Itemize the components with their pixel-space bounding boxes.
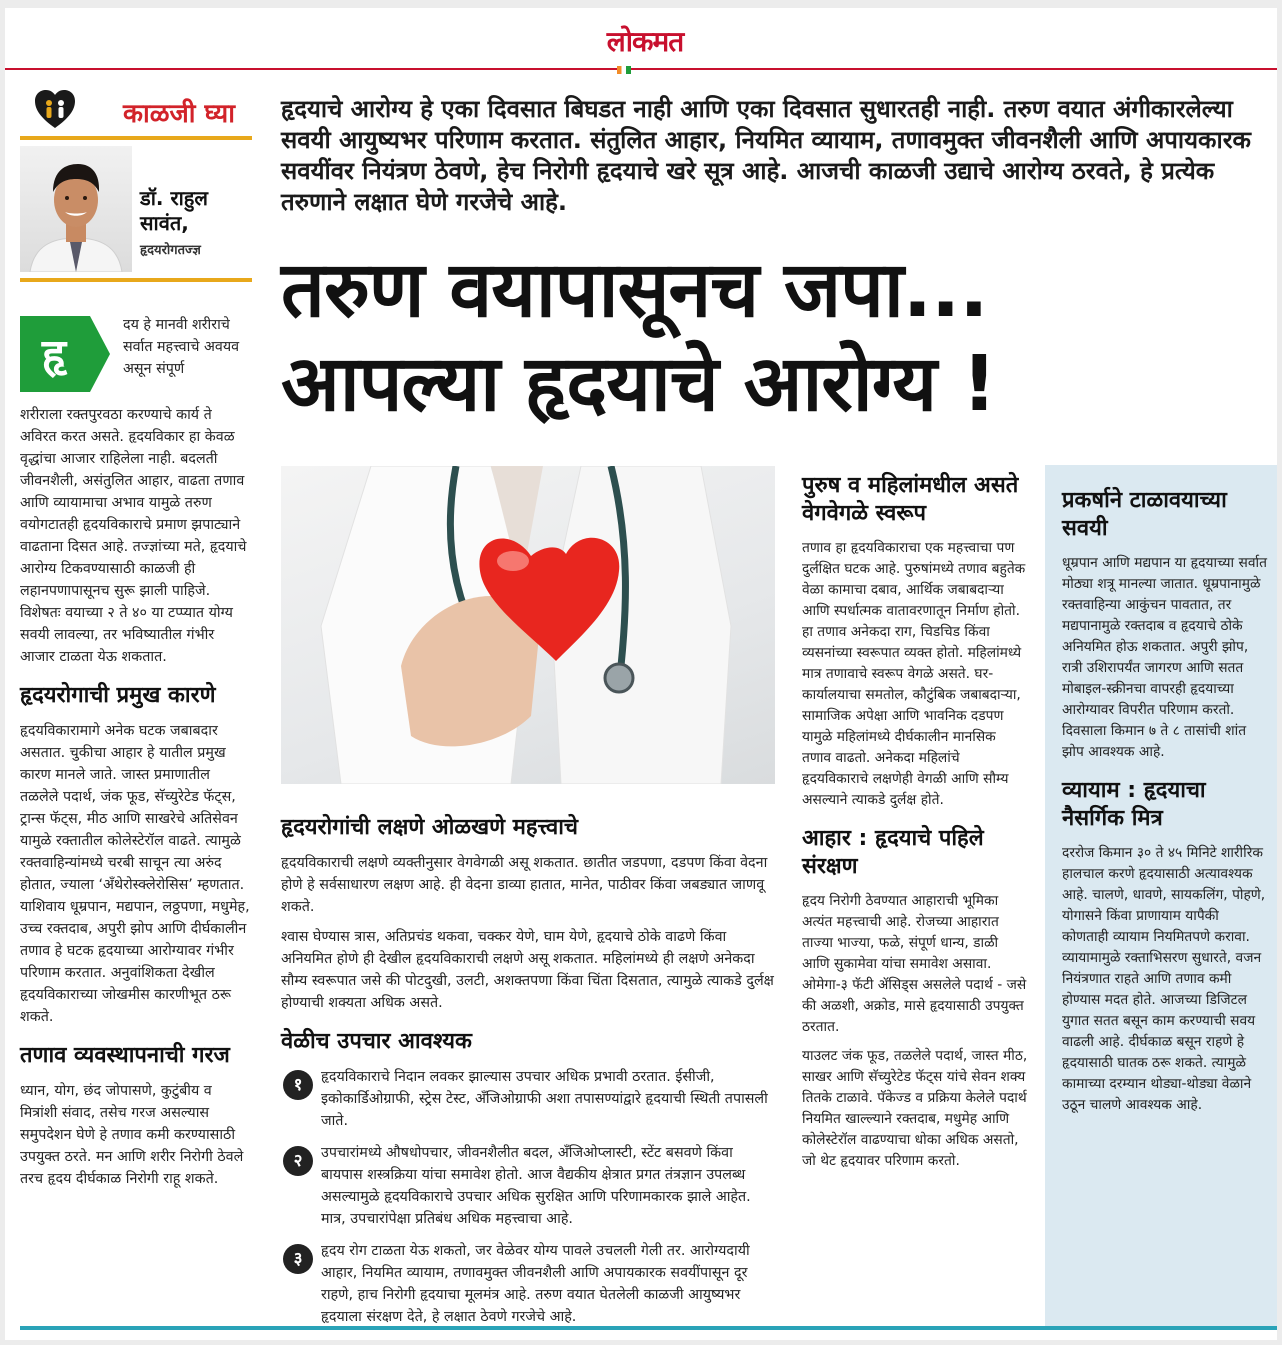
gender-diet-column [802,472,1028,1180]
step-number-2: २ [283,1146,313,1176]
step-number-3: ३ [283,1244,313,1274]
column-tag: काळजी घ्या [123,99,235,129]
stress-mgmt-paragraph: ध्यान, योग, छंद जोपासणे, कुटुंबीय व मित्रांशी संवाद, तसेच गरज असल्यास समुपदेशन घेणे हे तणाव कमी करण्यासाठी उपयुक्त ठरते. मन आणि शरीर निरोगी ठेवले तरच हृदय दीर्घकाळ निरोगी राहू शकते. [20,1083,244,1187]
doctor-heart-photo [281,466,775,784]
intro-top-text: दय हे मानवी शरीराचे सर्वात महत्त्वाचे अवयव असून संपूर्ण [123,317,240,377]
step-text-3: हृदय रोग टाळता येऊ शकतो, जर वेळेवर योग्य पावले उचलली गेली तर. आरोग्यदायी आहार, नियमित व्यायाम, तणावमुक्त जीवनशैली आणि अपायकारक सवयींपासून दूर राहणे, हाच निरोगी हृदयाचा मूलमंत्र आहे. तरुण वयात घेतलेली काळजी आयुष्यभर हृदयाला संरक्षण देते, हे लक्षात ठेवणे गरजेचे आहे. [321,1243,750,1325]
heart-care-icon [33,88,77,132]
headline [281,244,1271,432]
treatment-step-1 [281,1066,775,1132]
author-name-line2: सावंत, [140,211,189,235]
step-number-1: १ [283,1070,313,1100]
intro-paragraph: शरीराला रक्तपुरवठा करण्याचे कार्य ते अविरत करत असते. हृदयविकार हा केवळ वृद्धांचा आजार राहिलेला नाही. बदलती जीवनशैली, असंतुलित आहार, वाढता तणाव आणि व्यायामाचा अभाव यामुळे तरुण वयोगटातही हृदयविकाराचे प्रमाण झपाट्याने वाढताना दिसत आहे. तज्ज्ञांच्या मते, हृदयाचे आरोग्य टिकवण्यासाठी काळजी ही लहानपणापासूनच सुरू झाली पाहिजे. विशेषतः वयाच्या २ ते ४० या टप्प्यात योग्य सवयी लावल्या, तर भविष्यातील गंभीर आजार टाळता येऊ शकतात. [20,407,247,665]
causes-paragraph: हृदयविकारामागे अनेक घटक जबाबदार असतात. चुकीचा आहार हे यातील प्रमुख कारण मानले जाते. जास्त प्रमाणातील तळलेले पदार्थ, जंक फूड, सॅच्युरेटेड फॅट्स, ट्रान्स फॅट्स, मीठ आणि साखरेचे अतिसेवन यामुळे रक्तातील कोलेस्टेरॉल वाढते. त्यामुळे रक्तवाहिन्यांमध्ये चरबी साचून त्या अरुंद होतात, ज्याला ‘अँथेरोस्क्लेरोसिस’ म्हणतात. याशिवाय धूम्रपान, मद्यपान, लठ्ठपणा, मधुमेह, उच्च रक्तदाब, अपुरी झोप आणि दीर्घकालीन तणाव हे घटक हृदयाच्या आरोग्यावर गंभीर परिणाम करतात. अनुवांशिकता देखील हृदयविकाराच्या जोखमीस कारणीभूत ठरू शकते. [20,723,250,1025]
treatment-heading: वेळीच उपचार आवश्यक [281,1029,472,1054]
right-panel-text [1062,487,1268,1124]
newspaper-logo: लोकमत [606,25,684,58]
author-name [140,186,208,236]
right-panel [1045,465,1277,1327]
masthead [5,8,1277,70]
diet-paragraph-2: याउलट जंक फूड, तळलेले पदार्थ, जास्त मीठ, साखर आणि सॅच्युरेटेड फॅट्स यांचे सेवन शक्य तितके टाळावे. पॅकेज्ड व प्रक्रिया केलेले पदार्थ नियमित खाल्ल्याने रक्तदाब, मधुमेह आणि कोलेस्टेरॉल वाढण्याचा धोका अधिक असतो, जो थेट हृदयावर परिणाम करतो. [802,1048,1028,1169]
symptoms-heading: हृदयरोगांची लक्षणे ओळखणे महत्त्वाचे [281,815,578,840]
dropcap-letter: हृ [41,330,67,381]
diet-paragraph-1: हृदय निरोगी ठेवण्यात आहाराची भूमिका अत्यंत महत्त्वाची आहे. रोजच्या आहारात ताज्या भाज्या, फळे, संपूर्ण धान्य, डाळी आणि सुकामेवा यांचा समावेश असावा. ओमेगा-३ फॅटी ॲसिड्स असलेले पदार्थ - जसे की अळशी, अक्रोड, मासे हृदयासाठी उपयुक्त ठरतात. [802,893,1027,1035]
author-role: हृदयरोगतज्ज्ञ [140,243,201,258]
newspaper-page [5,8,1277,1340]
left-column [20,404,252,1198]
dropcap-badge [20,316,110,392]
step-text-1: हृदयविकाराचे निदान लवकर झाल्यास उपचार अधिक प्रभावी ठरतात. ईसीजी, इकोकार्डिओग्राफी, स्ट्रेस टेस्ट, अँजिओग्राफी अशा तपासण्यांद्वारे हृदयाची स्थिती तपासली जाते. [321,1069,768,1129]
author-photo [20,146,132,272]
causes-heading: हृदयरोगाची प्रमुख कारणे [20,683,216,708]
author-box [20,136,252,282]
gender-paragraph: तणाव हा हृदयविकाराचा एक महत्त्वाचा पण दुर्लक्षित घटक आहे. पुरुषांमध्ये तणाव बहुतेक वेळा कामाचा दबाव, आर्थिक जबाबदाऱ्या आणि स्पर्धात्मक वातावरणातून निर्माण होतो. हा तणाव अनेकदा राग, चिडचिड किंवा व्यसनांच्या स्वरूपात व्यक्त होतो. महिलांमध्ये मात्र तणावाचे स्वरूप वेगळे असते. घर-कार्यालयाचा समतोल, कौटुंबिक जबाबदाऱ्या, सामाजिक अपेक्षा आणि भावनिक दडपण यामुळे महिलांमध्ये दीर्घकालीन मानसिक तणाव वाढतो. अनेकदा महिलांचे हृदयविकाराचे लक्षणेही वेगळी आणि सौम्य असल्याने त्याकडे दुर्लक्ष होते. [802,540,1026,808]
tricolor-mark [617,66,631,74]
middle-column [281,814,775,1338]
exercise-heading: व्यायाम : हृदयाचा नैसर्गिक मित्र [1062,778,1206,831]
headline-line1: तरुण वयापासूनच जपा... [281,246,988,335]
lead-paragraph: हृदयाचे आरोग्य हे एका दिवसात बिघडत नाही आणि एका दिवसात सुधारतही नाही. तरुण वयात अंगीकारलेल्या सवयी आयुष्यभर परिणाम करतात. संतुलित आहार, नियमित व्यायाम, तणावमुक्त जीवनशैली आणि अपायकारक सवयींवर नियंत्रण ठेवणे, हेच निरोगी हृदयाचे खरे सूत्र आहे. आजची काळजी उद्याचे आरोग्य ठरवते, हे प्रत्येक तरुणाने लक्षात घेणे गरजेचे आहे. [281,95,1251,216]
avoid-heading: प्रकर्षाने टाळावयाच्या सवयी [1062,488,1227,541]
headline-line2: आपल्या हृदयाचे आरोग्य ! [281,340,996,429]
treatment-step-3 [281,1240,775,1328]
diet-heading: आहार : हृदयाचे पहिले संरक्षण [802,826,984,879]
gender-heading: पुरुष व महिलांमधील असते वेगवेगळे स्वरूप [802,473,1019,526]
treatment-step-2 [281,1142,775,1230]
exercise-paragraph: दररोज किमान ३० ते ४५ मिनिटे शारीरिक हालचाल करणे हृदयासाठी अत्यावश्यक आहे. चालणे, धावणे, सायकलिंग, पोहणे, योगासने किंवा प्राणायाम यापैकी कोणताही व्यायाम नियमितपणे करावा. व्यायामामुळे रक्ताभिसरण सुधारते, वजन नियंत्रणात राहते आणि तणाव कमी होण्यास मदत होते. आजच्या डिजिटल युगात सतत बसून काम करण्याची सवय वाढली आहे. दीर्घकाळ बसून राहणे हे हृदयासाठी घातक ठरू शकते. त्यामुळे कामाच्या दरम्यान थोड्या-थोड्या वेळाने उठून चालणे आवश्यक आहे. [1062,845,1266,1113]
symptoms-paragraph-2: श्वास घेण्यास त्रास, अतिप्रचंड थकवा, चक्कर येणे, घाम येणे, हृदयाचे ठोके वाढणे किंवा अनियमित होणे ही देखील हृदयविकाराची लक्षणे असू शकतात. महिलांमध्ये ही लक्षणे अनेकदा सौम्य स्वरूपात जसे की पोटदुखी, उलटी, अशक्तपणा किंवा चिंता दिसतात, त्यामुळे त्याकडे दुर्लक्ष होण्याची शक्यता अधिक असते. [281,929,774,1011]
avoid-paragraph: धूम्रपान आणि मद्यपान या हृदयाच्या सर्वात मोठ्या शत्रू मानल्या जातात. धूम्रपानामुळे रक्तवाहिन्या आकुंचन पावतात, तर मद्यपानामुळे रक्तदाब व हृदयाचे ठोके अनियमित होऊ शकतात. अपुरी झोप, रात्री उशिरापर्यंत जागरण आणि सतत मोबाइल-स्क्रीनचा वापरही हृदयाच्या आरोग्यावर विपरीत परिणाम करतो. दिवसाला किमान ७ ते ८ तासांची शांत झोप आवश्यक आहे. [1062,555,1267,760]
bottom-rule [20,1326,1277,1330]
author-name-line1: डॉ. राहुल [140,186,208,210]
symptoms-paragraph-1: हृदयविकाराची लक्षणे व्यक्तीनुसार वेगवेगळी असू शकतात. छातीत जडपणा, दडपण किंवा वेदना होणे हे सर्वसाधारण लक्षण आहे. ही वेदना डाव्या हातात, मानेत, पाठीवर किंवा जबड्यात जाणवू शकते. [281,855,768,915]
step-text-2: उपचारांमध्ये औषधोपचार, जीवनशैलीत बदल, अँजिओप्लास्टी, स्टेंट बसवणे किंवा बायपास शस्त्रक्रिया यांचा समावेश होतो. आज वैद्यकीय क्षेत्रात प्रगत तंत्रज्ञान उपलब्ध असल्यामुळे हृदयविकाराचे उपचार अधिक सुरक्षित आणि परिणामकारक झाले आहेत. मात्र, उपचारांपेक्षा प्रतिबंध अधिक महत्त्वाचा आहे. [321,1145,751,1227]
stress-mgmt-heading: तणाव व्यवस्थापनाची गरज [20,1043,230,1068]
